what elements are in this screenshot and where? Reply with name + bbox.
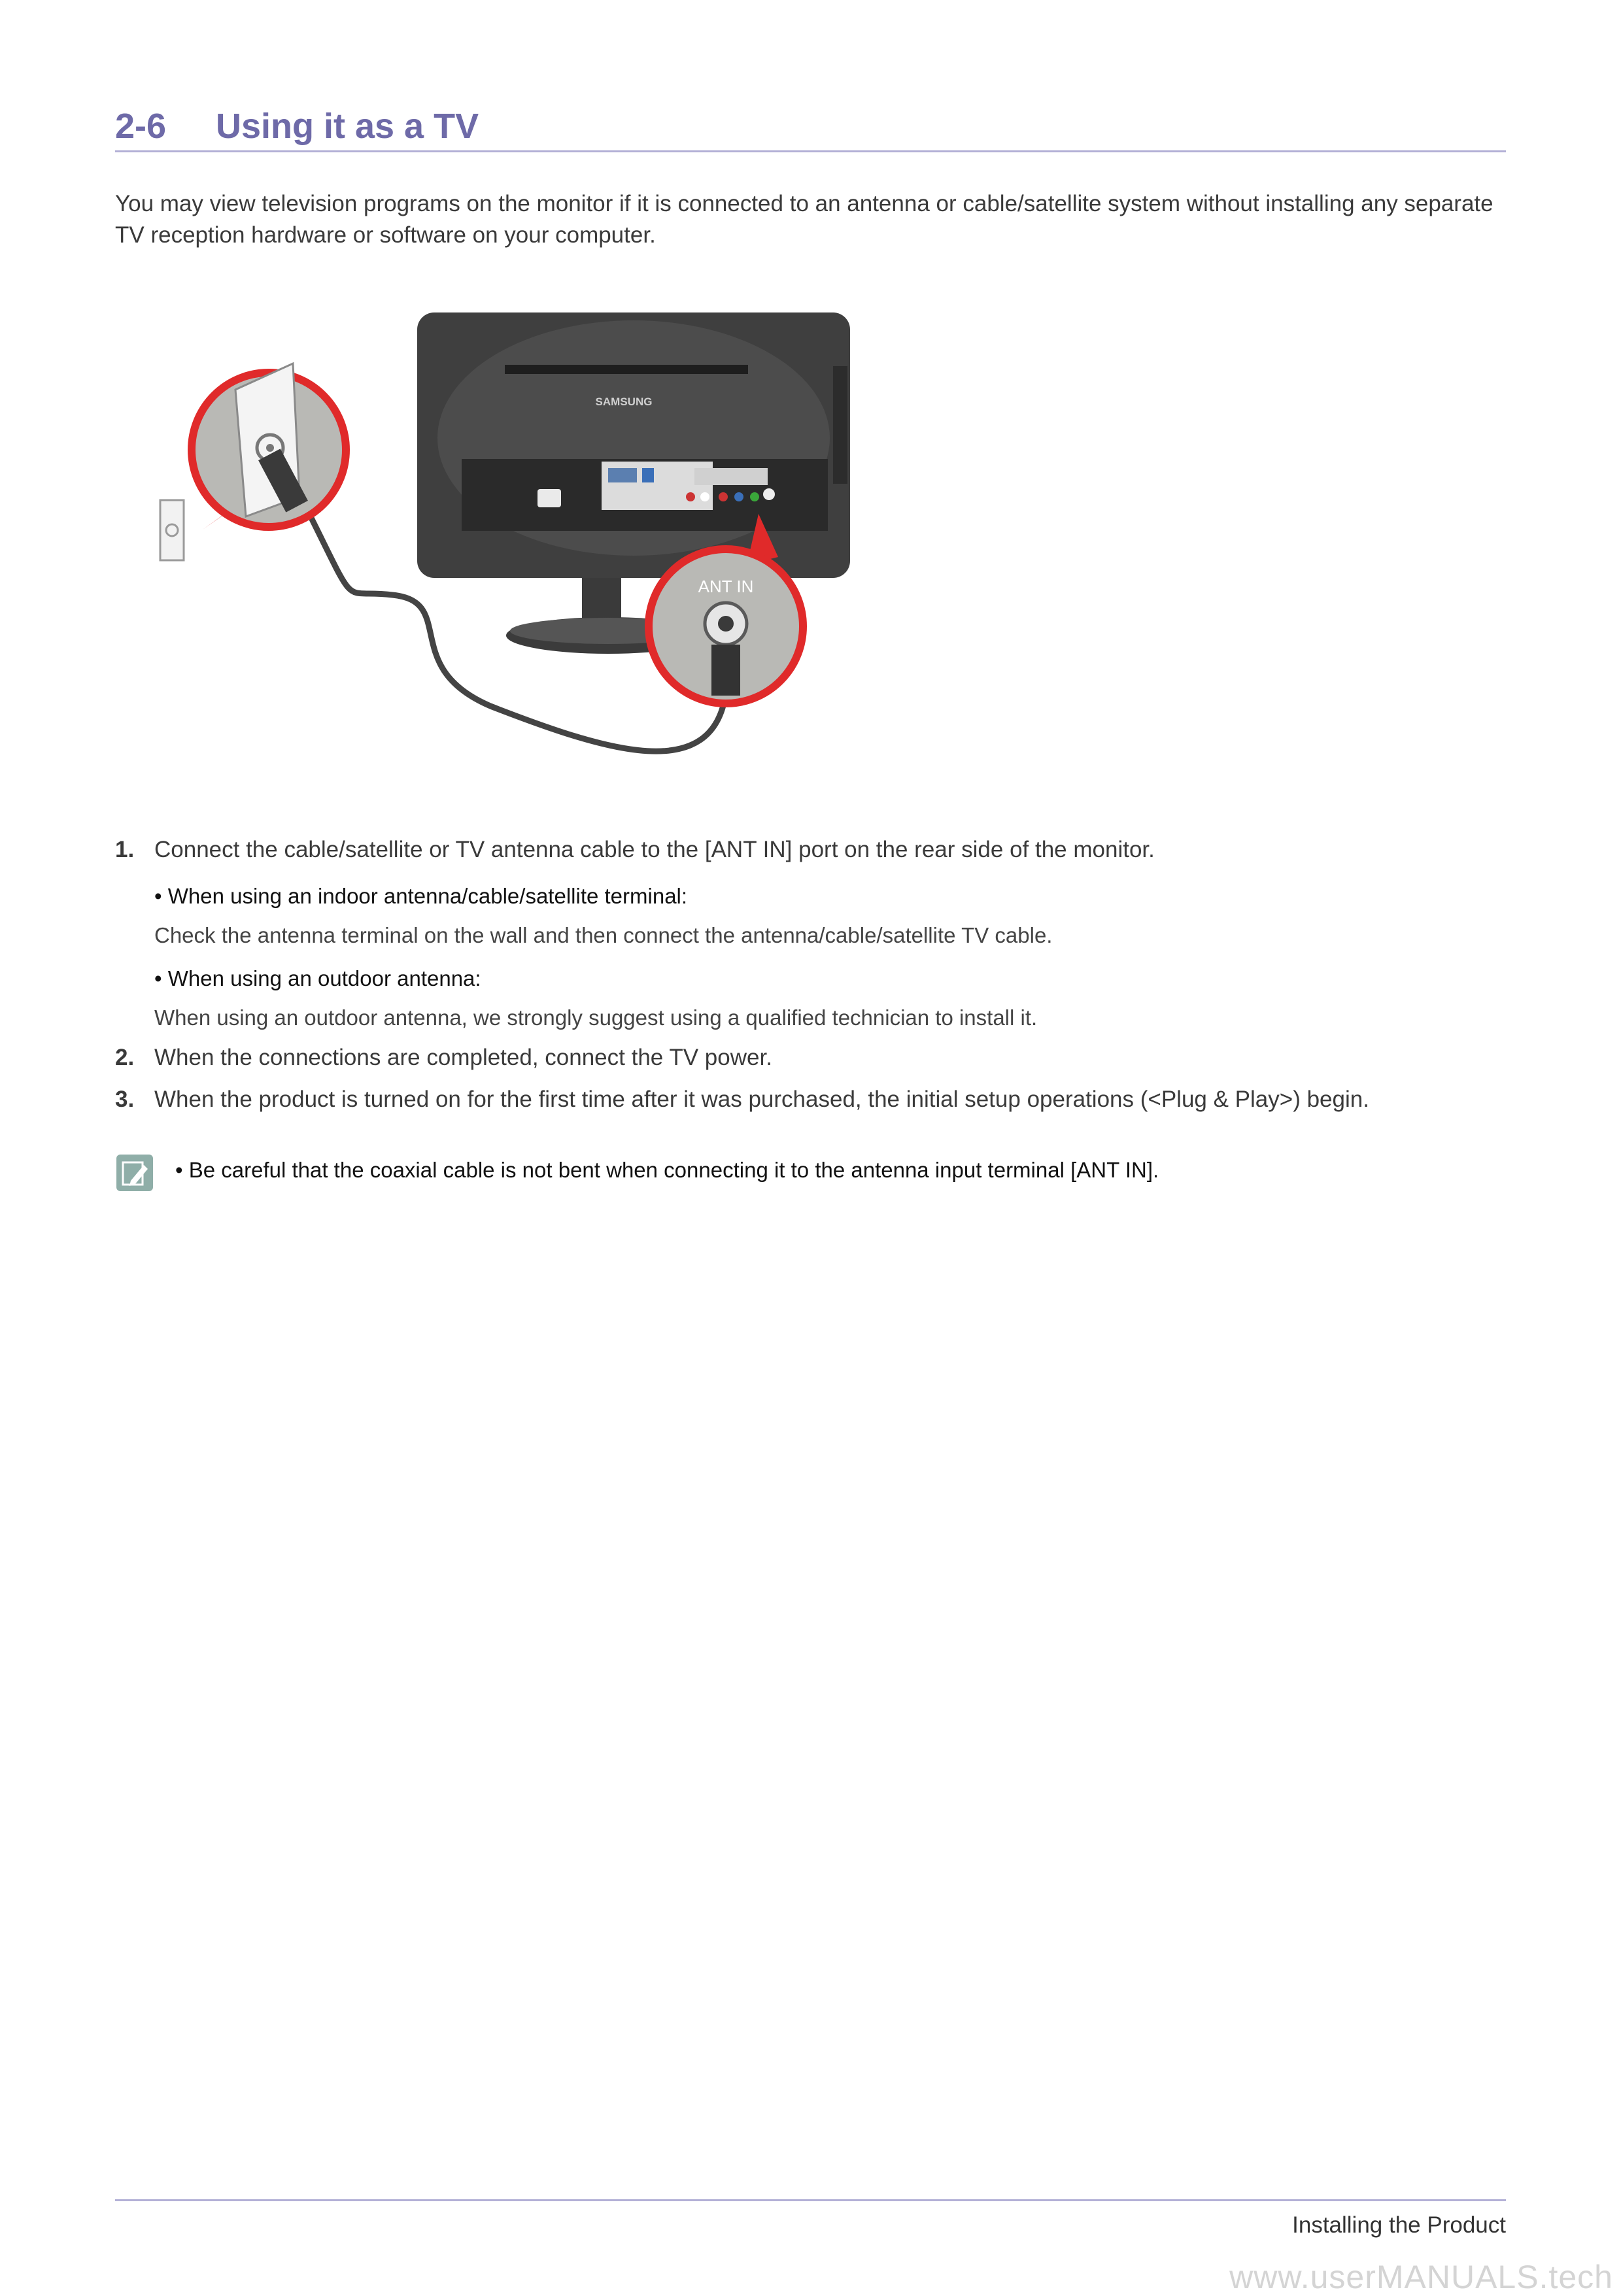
step-text: Connect the cable/satellite or TV antenna cable to the [ANT IN] port on the rear side of the monitor. <box>154 837 1155 862</box>
step-text: When the connections are completed, connect the TV power. <box>154 1045 772 1070</box>
step-number: 3. <box>115 1087 135 1112</box>
step-text: When the product is turned on for the first time after it was purchased, the initial setup operations (<Plug & Play>) begin. <box>154 1087 1369 1112</box>
footer-chapter: Installing the Product <box>1292 2212 1506 2238</box>
ant-in-port <box>763 488 775 500</box>
section-title: Using it as a TV <box>216 107 479 146</box>
section-number: 2-6 <box>115 107 167 146</box>
ant-in-label: ANT IN <box>698 577 754 596</box>
subitem-indoor-body: Check the antenna terminal on the wall and then connect the antenna/cable/satellite TV cable. <box>154 923 1053 947</box>
intro-paragraph: You may view television programs on the monitor if it is connected to an antenna or cable/satellite system without installing any separate TV reception hardware or software on your computer. <box>115 191 1493 248</box>
note-pencil-icon <box>116 1155 153 1191</box>
brand-logo: SAMSUNG <box>595 396 653 408</box>
watermark: www.userMANUALS.tech <box>1229 2259 1613 2295</box>
antenna-connection-illustration <box>150 301 870 798</box>
footer-rule <box>115 2199 1506 2201</box>
wall-socket <box>160 500 184 560</box>
step-number: 1. <box>115 837 135 862</box>
subitem-outdoor-heading: • When using an outdoor antenna: <box>154 966 481 990</box>
section-heading <box>115 98 1506 152</box>
subitem-indoor-heading: • When using an indoor antenna/cable/satellite terminal: <box>154 884 688 908</box>
note-text: • Be careful that the coaxial cable is not bent when connecting it to the antenna input terminal [ANT IN]. <box>175 1158 1159 1182</box>
subitem-outdoor-body: When using an outdoor antenna, we strongly suggest using a qualified technician to install it. <box>154 1005 1038 1030</box>
step-number: 2. <box>115 1045 135 1070</box>
